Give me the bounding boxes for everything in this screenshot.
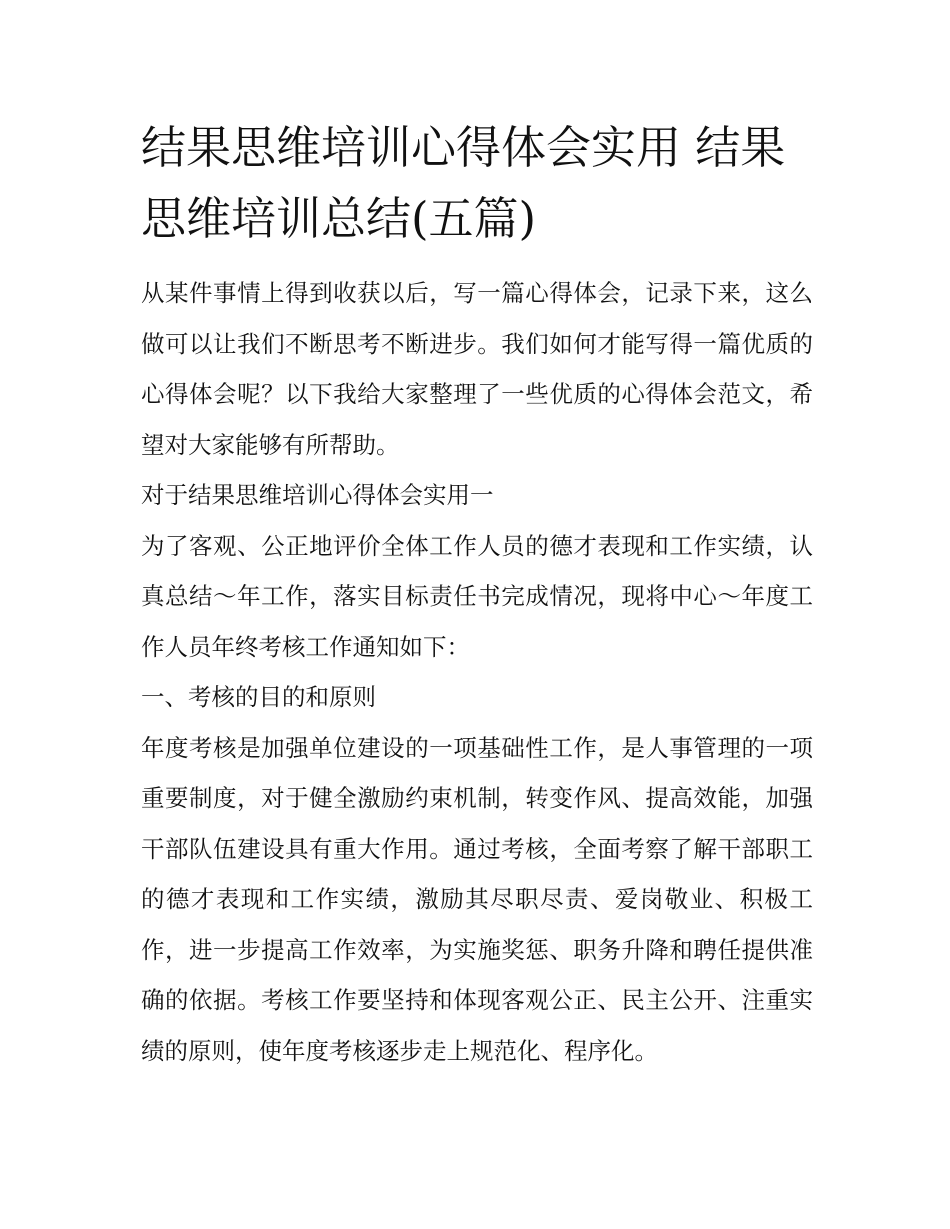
- notice-paragraph: 为了客观、公正地评价全体工作人员的德才表现和工作实绩，认真总结～年工作，落实目标责任书完成情况，现将中心～年度工作人员年终考核工作通知如下：: [141, 531, 813, 661]
- section-heading: 对于结果思维培训心得体会实用一: [141, 481, 494, 509]
- document-title: 结果思维培训心得体会实用 结果思维培训总结(五篇): [141, 121, 786, 245]
- subsection-heading: 一、考核的目的和原则: [141, 683, 376, 711]
- document-page: [141, 112, 813, 1076]
- body-paragraph: 年度考核是加强单位建设的一项基础性工作，是人事管理的一项重要制度，对于健全激励约束机制，转变作风、提高效能，加强干部队伍建设具有重大作用。通过考核，全面考察了解干部职工的德才表现和工作实绩，激励其尽职尽责、爱岗敬业、积极工作，进一步提高工作效率，为实施奖惩、职务升降和聘任提供准确的依据。考核工作要坚持和体现客观公正、民主公开、注重实绩的原则，使年度考核逐步走上规范化、程序化。: [141, 733, 813, 1065]
- intro-paragraph: 从某件事情上得到收获以后，写一篇心得体会，记录下来，这么做可以让我们不断思考不断进步。我们如何才能写得一篇优质的心得体会呢？以下我给大家整理了一些优质的心得体会范文，希望对大家能够有所帮助。: [141, 279, 813, 459]
